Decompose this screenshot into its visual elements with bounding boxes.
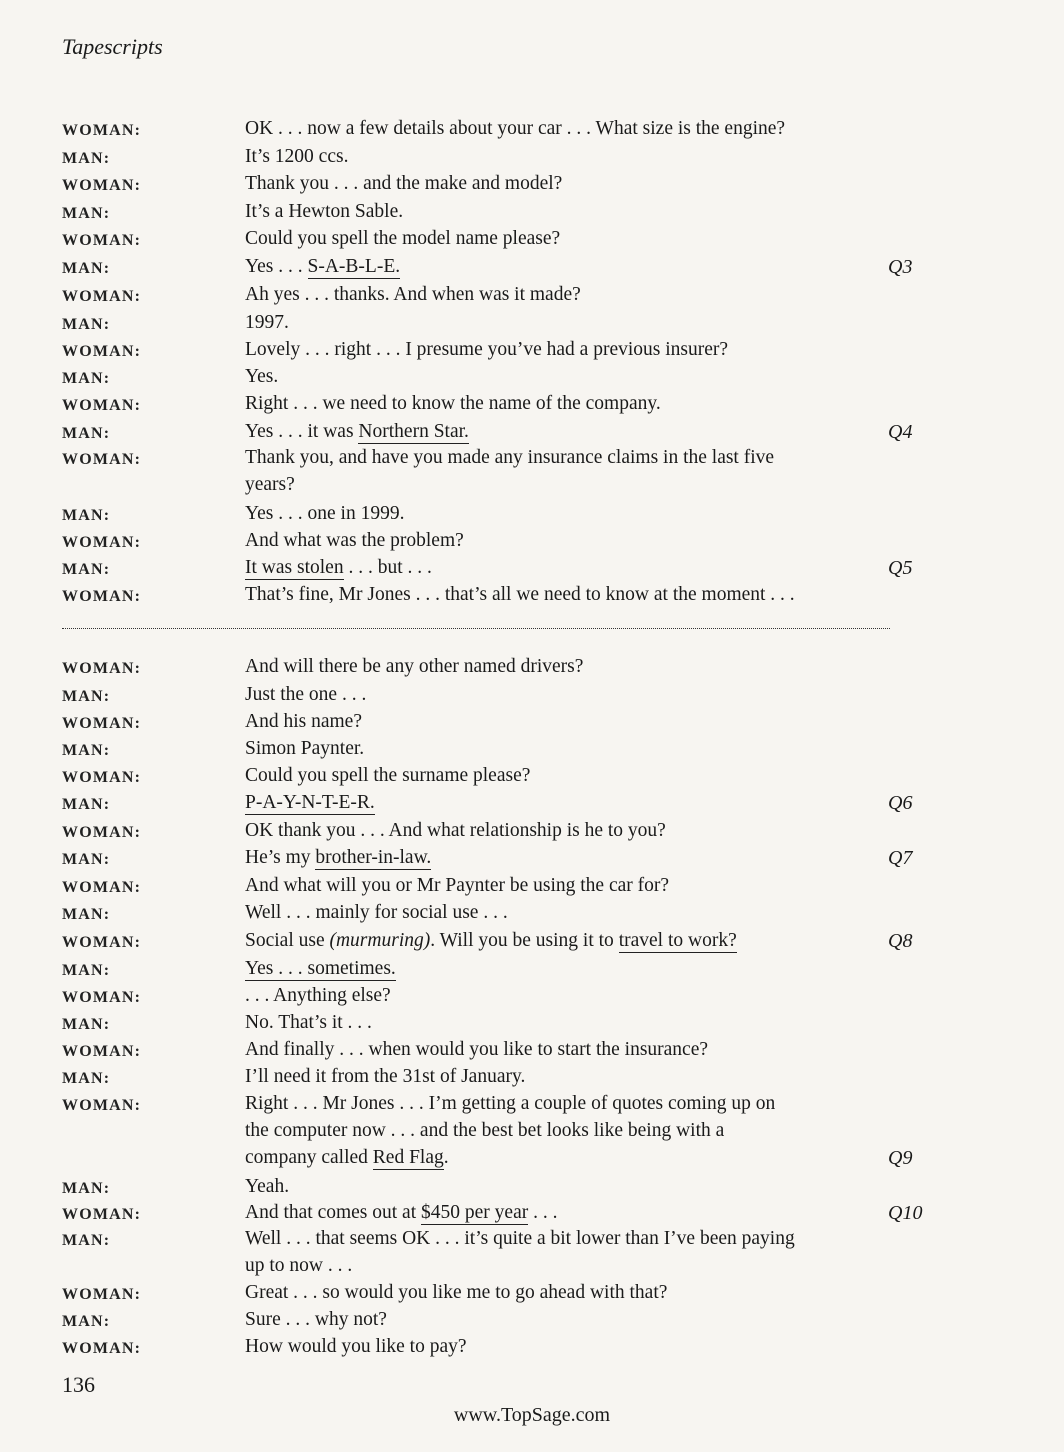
dialogue-text: And will there be any other named drivers? <box>245 656 584 677</box>
text-segment: Yes . . . it was <box>245 421 359 442</box>
dialogue-turn <box>0 201 1064 229</box>
dialogue-turn <box>0 118 1064 146</box>
speaker-label: MAN: <box>62 1232 111 1249</box>
text-segment: . . . but . . . <box>343 557 432 578</box>
speaker-label: WOMAN: <box>62 769 142 786</box>
speaker-label: MAN: <box>62 962 111 979</box>
question-marker: Q10 <box>888 1202 923 1224</box>
dialogue-turn <box>0 1202 1064 1230</box>
speaker-label: MAN: <box>62 260 111 277</box>
dialogue-turn <box>0 1093 1064 1169</box>
dialogue-text: Could you spell the model name please? <box>245 228 561 249</box>
text-segment: company called <box>245 1147 373 1168</box>
dialogue-text: Right . . . Mr Jones . . . I’m getting a couple of quotes coming up on <box>245 1093 776 1114</box>
dialogue-turn <box>0 366 1064 394</box>
dialogue-turn <box>0 447 1064 495</box>
dialogue-turn <box>0 738 1064 766</box>
dialogue-text: Simon Paynter. <box>245 738 365 759</box>
speaker-label: MAN: <box>62 561 111 578</box>
dialogue-turn <box>0 930 1064 958</box>
dialogue-text: Could you spell the surname please? <box>245 765 531 786</box>
dialogue-text: Thank you, and have you made any insurance claims in the last five <box>245 447 775 468</box>
speaker-label: WOMAN: <box>62 879 142 896</box>
speaker-label: MAN: <box>62 507 111 524</box>
dialogue-turn <box>0 765 1064 793</box>
speaker-label: WOMAN: <box>62 397 142 414</box>
speaker-label: MAN: <box>62 316 111 333</box>
section-divider <box>62 628 890 629</box>
question-marker: Q6 <box>888 792 913 814</box>
text-segment: . . . <box>528 1202 558 1223</box>
dialogue-turn <box>0 958 1064 986</box>
speaker-label: WOMAN: <box>62 451 142 468</box>
dialogue-text: Yes. <box>245 366 279 387</box>
dialogue-turn <box>0 820 1064 848</box>
dialogue-text <box>245 1147 449 1169</box>
dialogue-text: Thank you . . . and the make and model? <box>245 173 563 194</box>
speaker-label: WOMAN: <box>62 1043 142 1060</box>
dialogue-turn <box>0 902 1064 930</box>
dialogue-turn <box>0 284 1064 312</box>
dialogue-text: And his name? <box>245 711 362 732</box>
question-marker: Q5 <box>888 557 913 579</box>
text-segment: Social use <box>245 930 330 951</box>
dialogue-turn <box>0 1039 1064 1067</box>
question-marker: Q3 <box>888 256 913 278</box>
question-marker: Q4 <box>888 421 913 443</box>
dialogue-turn <box>0 146 1064 174</box>
speaker-label: MAN: <box>62 1180 111 1197</box>
speaker-label: MAN: <box>62 906 111 923</box>
dialogue-turn <box>0 256 1064 284</box>
text-segment: And that comes out at <box>245 1202 422 1223</box>
speaker-label: MAN: <box>62 1016 111 1033</box>
dialogue-turn <box>0 1282 1064 1310</box>
speaker-label: WOMAN: <box>62 534 142 551</box>
question-marker: Q9 <box>888 1147 913 1169</box>
text-segment: Yes . . . <box>245 256 308 277</box>
speaker-label: WOMAN: <box>62 1286 142 1303</box>
answer-underlined: S-A-B-L-E. <box>307 256 401 277</box>
speaker-label: WOMAN: <box>62 715 142 732</box>
dialogue-text: Lovely . . . right . . . I presume you’ve had a previous insurer? <box>245 339 729 360</box>
speaker-label: MAN: <box>62 425 111 442</box>
dialogue-text: up to now . . . <box>245 1255 353 1276</box>
dialogue-turn <box>0 985 1064 1013</box>
dialogue-turn <box>0 1336 1064 1364</box>
speaker-label: MAN: <box>62 796 111 813</box>
dialogue-turn <box>0 312 1064 340</box>
dialogue-turn <box>0 339 1064 367</box>
answer-underlined: $450 per year <box>421 1202 529 1223</box>
answer-underlined: Northern Star. <box>358 421 469 442</box>
speaker-label: MAN: <box>62 742 111 759</box>
speaker-label: MAN: <box>62 205 111 222</box>
dialogue-turn <box>0 875 1064 903</box>
text-segment: He’s my <box>245 847 316 868</box>
footer-url: www.TopSage.com <box>453 1404 611 1426</box>
dialogue-text: OK . . . now a few details about your car . . . What size is the engine? <box>245 118 786 139</box>
dialogue-turn <box>0 557 1064 585</box>
speaker-label: WOMAN: <box>62 660 142 677</box>
dialogue-text: And finally . . . when would you like to start the insurance? <box>245 1039 709 1060</box>
dialogue-text: That’s fine, Mr Jones . . . that’s all we need to know at the moment . . . <box>245 584 795 605</box>
answer-underlined: travel to work? <box>618 930 737 951</box>
dialogue-text: Ah yes . . . thanks. And when was it made? <box>245 284 581 305</box>
dialogue-turn <box>0 530 1064 558</box>
speaker-label: WOMAN: <box>62 824 142 841</box>
dialogue-text: OK thank you . . . And what relationship is he to you? <box>245 820 666 841</box>
answer-underlined: Yes . . . sometimes. <box>245 958 396 979</box>
speaker-label: MAN: <box>62 851 111 868</box>
speaker-label: WOMAN: <box>62 343 142 360</box>
answer-underlined: brother-in-law. <box>315 847 432 868</box>
speaker-label: WOMAN: <box>62 588 142 605</box>
speaker-label: WOMAN: <box>62 1340 142 1357</box>
dialogue-text <box>245 958 396 980</box>
dialogue-turn <box>0 393 1064 421</box>
dialogue-text <box>245 930 737 952</box>
dialogue-turn <box>0 684 1064 712</box>
speaker-label: WOMAN: <box>62 232 142 249</box>
page-number: 136 <box>62 1372 95 1397</box>
dialogue-turn <box>0 1176 1064 1204</box>
dialogue-text <box>245 557 432 579</box>
dialogue-text: Just the one . . . <box>245 684 367 705</box>
dialogue-text: years? <box>245 474 295 495</box>
speaker-label: MAN: <box>62 1070 111 1087</box>
answer-underlined: Red Flag <box>372 1147 444 1168</box>
speaker-label: WOMAN: <box>62 989 142 1006</box>
answer-underlined: P-A-Y-N-T-E-R. <box>245 792 375 813</box>
dialogue-text: 1997. <box>245 312 289 333</box>
text-segment: . Will you be using it to <box>430 930 619 951</box>
dialogue-turn <box>0 1309 1064 1337</box>
dialogue-turn <box>0 711 1064 739</box>
dialogue-text: Yeah. <box>245 1176 290 1197</box>
dialogue-text: It’s 1200 ccs. <box>245 146 349 167</box>
stage-direction: (murmuring) <box>329 930 431 951</box>
dialogue-text: I’ll need it from the 31st of January. <box>245 1066 526 1087</box>
dialogue-text: Right . . . we need to know the name of the company. <box>245 393 661 414</box>
dialogue-text: How would you like to pay? <box>245 1336 467 1357</box>
dialogue-text: . . . Anything else? <box>245 985 391 1006</box>
dialogue-text <box>245 256 400 278</box>
speaker-label: WOMAN: <box>62 1097 142 1114</box>
dialogue-text: Well . . . mainly for social use . . . <box>245 902 508 923</box>
speaker-label: WOMAN: <box>62 122 142 139</box>
speaker-label: MAN: <box>62 150 111 167</box>
dialogue-turn <box>0 584 1064 612</box>
dialogue-text: Well . . . that seems OK . . . it’s quite a bit lower than I’ve been paying <box>245 1228 795 1249</box>
dialogue-text <box>245 847 431 869</box>
dialogue-turn <box>0 792 1064 820</box>
dialogue-text: Great . . . so would you like me to go ahead with that? <box>245 1282 668 1303</box>
dialogue-turn <box>0 503 1064 531</box>
dialogue-text: And what was the problem? <box>245 530 464 551</box>
answer-underlined: It was stolen <box>245 557 344 578</box>
dialogue-turn <box>0 1012 1064 1040</box>
question-marker: Q8 <box>888 930 913 952</box>
speaker-label: WOMAN: <box>62 288 142 305</box>
question-marker: Q7 <box>888 847 913 869</box>
speaker-label: MAN: <box>62 688 111 705</box>
dialogue-text: Yes . . . one in 1999. <box>245 503 405 524</box>
dialogue-text: And what will you or Mr Paynter be using the car for? <box>245 875 670 896</box>
text-segment: . <box>443 1147 449 1168</box>
dialogue-turn <box>0 1228 1064 1276</box>
dialogue-text: No. That’s it . . . <box>245 1012 372 1033</box>
dialogue-turn <box>0 847 1064 875</box>
dialogue-text: the computer now . . . and the best bet looks like being with a <box>245 1120 725 1141</box>
dialogue-text <box>245 421 469 443</box>
speaker-label: MAN: <box>62 370 111 387</box>
dialogue-turn <box>0 228 1064 256</box>
dialogue-text <box>245 792 375 814</box>
dialogue-text: It’s a Hewton Sable. <box>245 201 404 222</box>
dialogue-turn <box>0 1066 1064 1094</box>
dialogue-text <box>245 1202 557 1224</box>
dialogue-turn <box>0 173 1064 201</box>
dialogue-turn <box>0 656 1064 684</box>
page-header: Tapescripts <box>62 34 163 59</box>
speaker-label: WOMAN: <box>62 1206 142 1223</box>
speaker-label: WOMAN: <box>62 934 142 951</box>
dialogue-text: Sure . . . why not? <box>245 1309 387 1330</box>
speaker-label: WOMAN: <box>62 177 142 194</box>
dialogue-turn <box>0 421 1064 449</box>
speaker-label: MAN: <box>62 1313 111 1330</box>
